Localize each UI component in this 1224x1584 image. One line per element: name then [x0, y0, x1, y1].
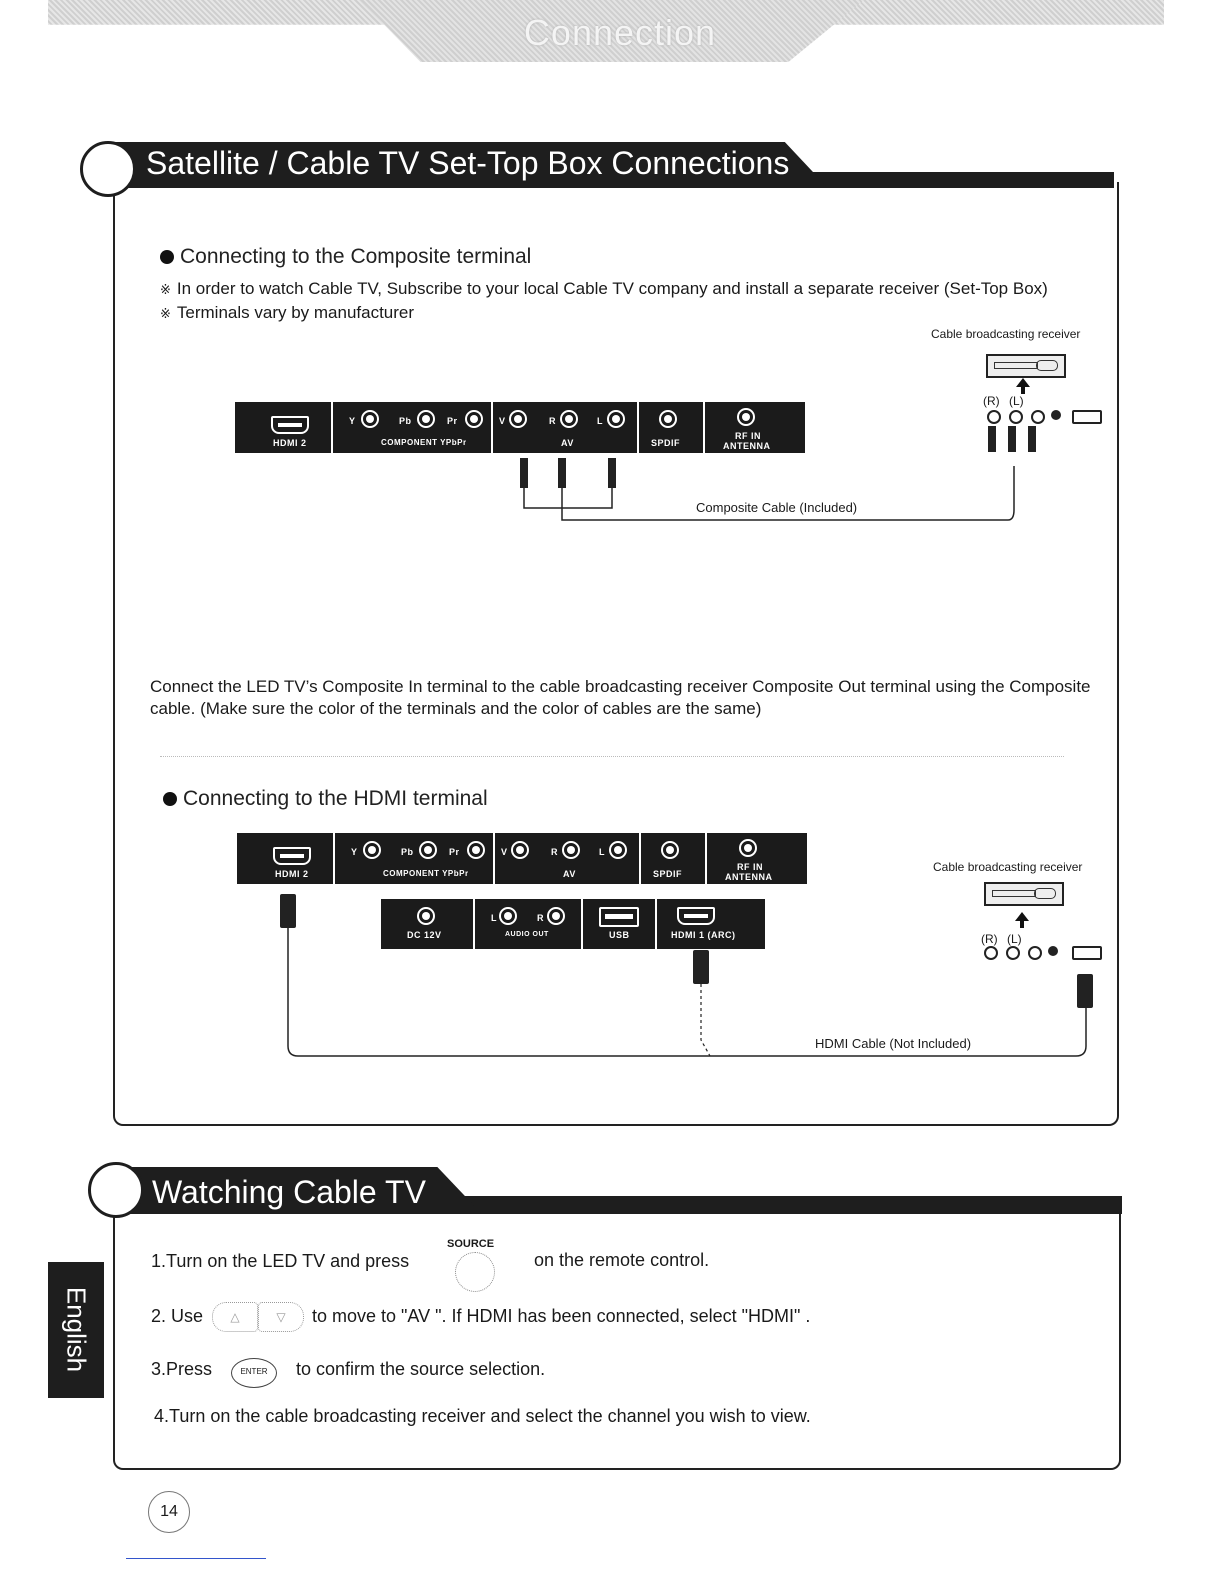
composite-heading-text: Connecting to the Composite terminal — [180, 245, 532, 268]
pr-jack-icon — [465, 410, 483, 428]
pr-jack-icon — [467, 841, 485, 859]
composite-heading — [160, 245, 531, 269]
enter-button-icon — [231, 1358, 277, 1388]
composite-cable-label: Composite Cable (Included) — [696, 500, 858, 515]
y-label: Y — [351, 847, 358, 857]
pb-jack-icon — [417, 410, 435, 428]
rf-in-jack-icon — [737, 408, 755, 426]
r-label: R — [551, 847, 558, 857]
audio-l-label: L — [491, 913, 497, 923]
page-header-title: Connection — [523, 12, 717, 53]
v-jack-icon — [511, 841, 529, 859]
step-1-text-a: 1.Turn on the LED TV and press — [151, 1251, 410, 1271]
pr-label: Pr — [449, 847, 460, 857]
spdif-label: SPDIF — [653, 869, 683, 879]
y-jack-icon — [361, 410, 379, 428]
r-label: R — [549, 416, 556, 426]
av-label: AV — [563, 869, 576, 879]
set-top-box-icon — [986, 354, 1066, 378]
l-label: L — [597, 416, 603, 426]
step-3-text-b: to confirm the source selection. — [296, 1359, 546, 1379]
y-label: Y — [349, 416, 356, 426]
receiver-l-label: (L) — [1007, 932, 1022, 946]
page-number-circle — [148, 1491, 190, 1533]
section-divider — [160, 756, 1064, 757]
component-label: COMPONENT YPbPr — [383, 869, 469, 878]
down-button-icon: ▽ — [258, 1302, 304, 1332]
language-side-tab — [48, 1262, 104, 1398]
spdif-jack-icon — [659, 410, 677, 428]
v-label: V — [501, 847, 508, 857]
note-mark-icon: ※ — [160, 282, 171, 297]
section2-title: Watching Cable TV — [152, 1174, 426, 1210]
av-label: AV — [561, 438, 574, 448]
note-subscribe-text: In order to watch Cable TV, Subscribe to your local Cable TV company and install a separate receiver (Set-Top Box) — [176, 279, 1048, 298]
v-label: V — [499, 416, 506, 426]
note-terminals-text: Terminals vary by manufacturer — [176, 303, 415, 322]
hdmi-cable-diagram — [270, 890, 1110, 1060]
language-label: English — [61, 1286, 92, 1373]
step-2-text-b: to move to "AV ". If HDMI has been connected, select "HDMI" . — [312, 1306, 811, 1326]
pb-jack-icon — [419, 841, 437, 859]
pr-label: Pr — [447, 416, 458, 426]
pb-label: Pb — [399, 416, 412, 426]
audio-r-label: R — [537, 913, 544, 923]
step-4-text: 4.Turn on the cable broadcasting receiver and select the channel you wish to view. — [154, 1406, 811, 1426]
up-button-icon: △ — [212, 1302, 258, 1332]
hdmi2-label: HDMI 2 — [273, 438, 307, 448]
hdmi-heading-text: Connecting to the HDMI terminal — [183, 787, 488, 810]
pb-label: Pb — [401, 847, 414, 857]
rf-in-jack-icon — [739, 839, 757, 857]
enter-button-label: ENTER — [240, 1367, 268, 1376]
antenna-label: ANTENNA — [723, 441, 771, 451]
note-subscribe — [160, 279, 1048, 299]
r-jack-icon — [560, 410, 578, 428]
dc12v-label: DC 12V — [407, 930, 442, 940]
l-jack-icon — [609, 841, 627, 859]
v-jack-icon — [509, 410, 527, 428]
hdmi2-port-icon — [271, 416, 309, 434]
l-jack-icon — [607, 410, 625, 428]
tv-terminal-panel-hdmi-top — [237, 833, 807, 884]
receiver-r-label: (R) — [981, 932, 998, 946]
section-title: Satellite / Cable TV Set-Top Box Connections — [146, 145, 790, 181]
spdif-jack-icon — [661, 841, 679, 859]
antenna-label: ANTENNA — [725, 872, 773, 882]
bullet-icon — [160, 250, 174, 264]
r-jack-icon — [562, 841, 580, 859]
receiver-jacks-icon — [985, 408, 1105, 424]
section2-title-circle — [88, 1162, 144, 1218]
l-label: L — [599, 847, 605, 857]
step-3-text-a: 3.Press — [151, 1359, 213, 1379]
tv-terminal-panel-composite — [235, 402, 805, 453]
note-terminals — [160, 303, 414, 323]
y-jack-icon — [363, 841, 381, 859]
spdif-label: SPDIF — [651, 438, 681, 448]
bullet-icon — [163, 792, 177, 806]
section-title-circle — [80, 141, 136, 197]
step-1-text-b: on the remote control. — [534, 1250, 710, 1270]
footer-rule — [126, 1558, 266, 1559]
rf-in-label: RF IN — [735, 431, 761, 441]
source-button-icon — [455, 1252, 495, 1292]
step-2-text-a: 2. Use — [151, 1306, 204, 1326]
hdmi-cable-label: HDMI Cable (Not Included) — [815, 1036, 972, 1051]
hdmi2-port-icon — [273, 847, 311, 865]
receiver-r-label: (R) — [983, 394, 1000, 408]
arrow-stem — [1021, 386, 1025, 394]
usb-label: USB — [609, 930, 630, 940]
page-number: 14 — [160, 1503, 178, 1520]
hdmi2-label: HDMI 2 — [275, 869, 309, 879]
receiver-label-hdmi: Cable broadcasting receiver — [933, 860, 1083, 874]
receiver-label-composite: Cable broadcasting receiver — [931, 327, 1081, 341]
component-label: COMPONENT YPbPr — [381, 438, 467, 447]
hdmi-heading — [163, 787, 488, 811]
rf-in-label: RF IN — [737, 862, 763, 872]
audio-out-label: AUDIO OUT — [505, 931, 549, 938]
note-mark-icon: ※ — [160, 306, 171, 321]
source-button-label: SOURCE — [447, 1238, 495, 1250]
hdmi1-arc-label: HDMI 1 (ARC) — [671, 930, 736, 940]
receiver-l-label: (L) — [1009, 394, 1024, 408]
composite-description: Connect the LED TV’s Composite In terminal to the cable broadcasting receiver Composite Out terminal using the Composite cable. (Make sure the color of the terminals and the color of cables are the same) — [150, 677, 1091, 718]
